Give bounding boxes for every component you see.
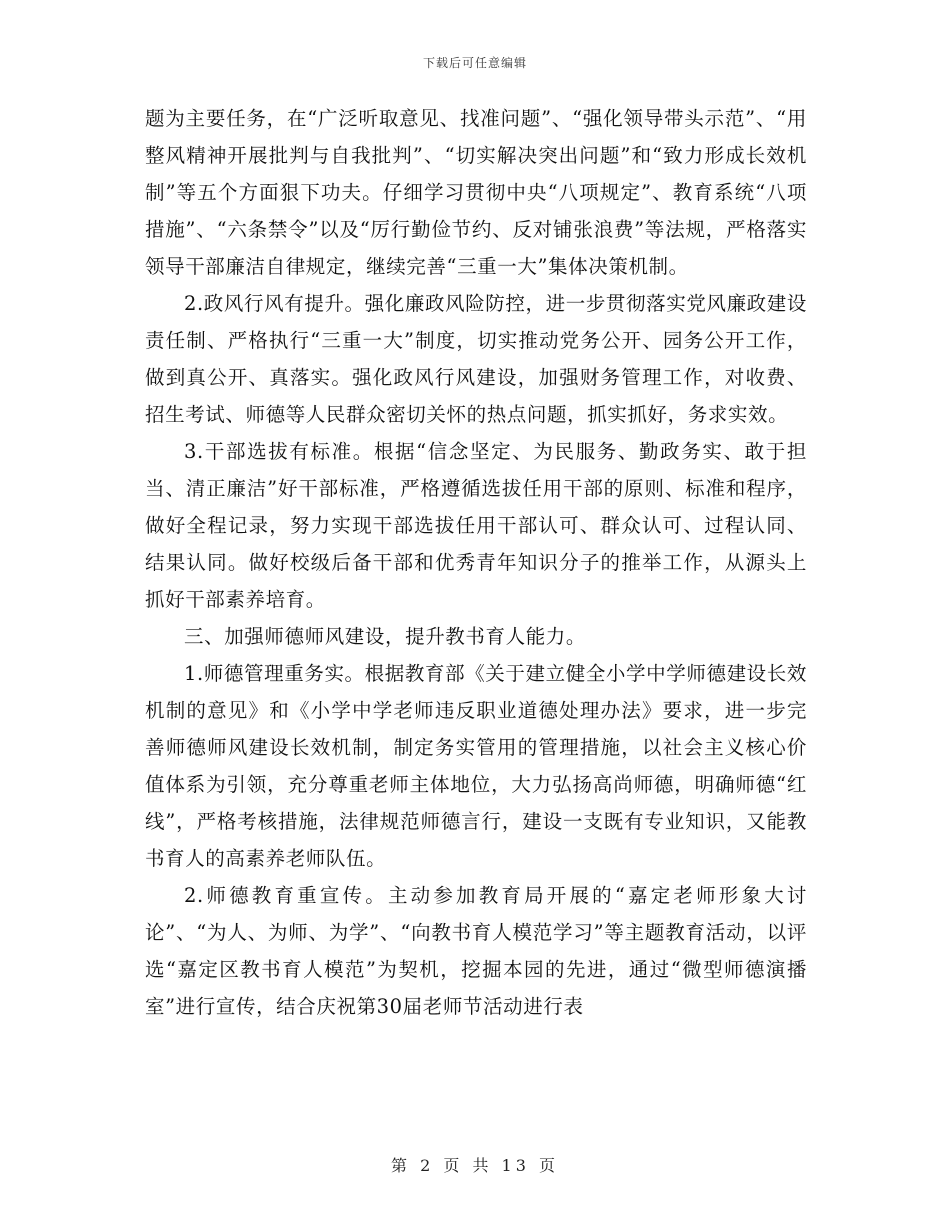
paragraph-item-1: 1.师德管理重务实。根据教育部《关于建立健全小学中学师德建设长效机制的意见》和《小学中学老师违反职业道德处理办法》要求，进一步完善师德师风建设长效机制，制定务实管用的管理措施，以社会主义核心价值体系为引领，充分尊重老师主体地位，大力弘扬高尚师德，明确师德“红线”，严格考核措施，法律规范师德言行，建设一支既有专业知识，又能教书育人的高素养老师队伍。 bbox=[145, 662, 807, 870]
section-heading: 三、加强师德师风建设，提升教书育人能力。 bbox=[184, 625, 587, 648]
paragraph-item-3: 3.干部选拔有标准。根据“信念坚定、为民服务、勤政务实、敢于担当、清正廉洁”好干部标准，严格遵循选拔任用干部的原则、标准和程序，做好全程记录，努力实现干部选拔任用干部认可、群众认可、过程认同、结果认同。做好校级后备干部和优秀青年知识分子的推举工作，从源头上抓好干部素养培育。 bbox=[145, 440, 807, 611]
paragraph-item-2: 2.政风行风有提升。强化廉政风险防控，进一步贯彻落实党风廉政建设责任制、严格执行“三重一大”制度，切实推动党务公开、园务公开工作，做到真公开、真落实。强化政风行风建设，加强财务管理工作，对收费、招生考试、师德等人民群众密切关怀的热点问题，抓实抓好，务求实效。 bbox=[145, 292, 807, 426]
page-footer: 第 2 页 共 13 页 bbox=[391, 1156, 559, 1175]
page-header: 下载后可任意编辑 bbox=[422, 56, 527, 70]
document-body bbox=[145, 100, 807, 1025]
paragraph-continuation: 题为主要任务，在“广泛听取意见、找准问题”、“强化领导带头示范”、“用整风精神开展批判与自我批判”、“切实解决突出问题”和“致力形成长效机制”等五个方面狠下功夫。仔细学习贯彻中央“八项规定”、教育系统“八项措施”、“六条禁令”以及“厉行勤俭节约、反对铺张浪费”等法规，严格落实领导干部廉洁自律规定，继续完善“三重一大”集体决策机制。 bbox=[145, 107, 807, 278]
paragraph-item-2b: 2.师德教育重宣传。主动参加教育局开展的“嘉定老师形象大讨论”、“为人、为师、为学”、“向教书育人模范学习”等主题教育活动，以评选“嘉定区教书育人模范”为契机，挖掘本园的先进，通过“微型师德演播室”进行宣传，结合庆祝第30届老师节活动进行表 bbox=[145, 884, 807, 1018]
